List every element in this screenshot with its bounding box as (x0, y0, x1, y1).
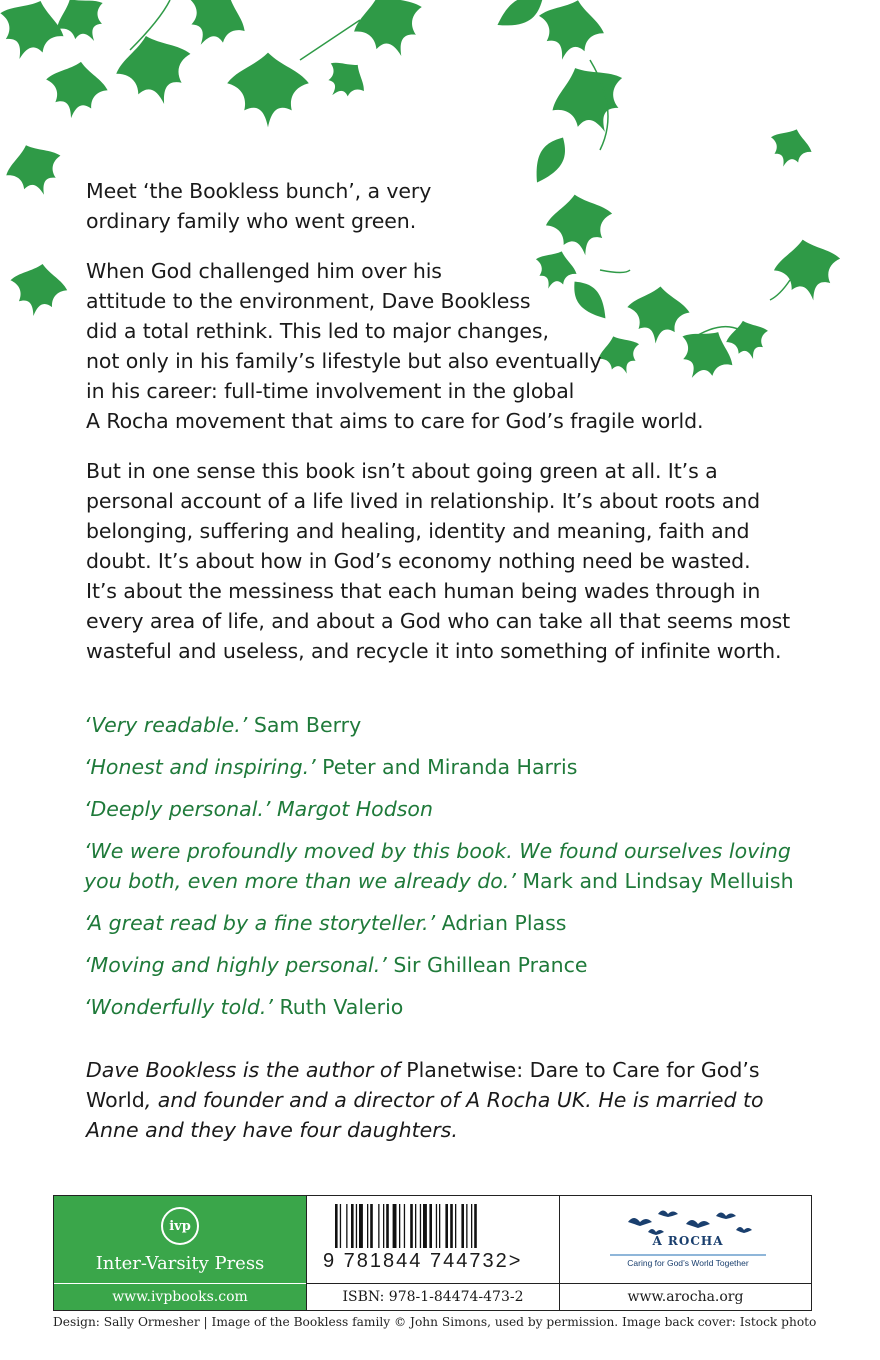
leaf-icon (345, 0, 435, 68)
endorsement-source: Ruth Valerio (279, 995, 404, 1019)
arocha-name: A ROCHA (652, 1234, 724, 1248)
endorsement-quote: you both, even more than we already do.’ (84, 869, 516, 893)
ivp-logo: ivp (161, 1207, 199, 1245)
leaf-icon (530, 0, 611, 68)
leaf-icon (316, 51, 375, 109)
leaf-icon (540, 52, 639, 148)
endorsement-quote: ‘Deeply personal.’ Margot Hodson (84, 797, 433, 821)
text-line: every area of life, and about a God who can take all that seems most (86, 609, 791, 633)
isbn-panel (306, 1196, 560, 1310)
endorsement-quote: ‘Moving and highly personal.’ (84, 953, 387, 977)
endorsement-source: Sir Ghillean Prance (393, 953, 588, 977)
author-bio-text: Dave Bookless is the author of (86, 1058, 400, 1082)
endorsement (84, 752, 804, 782)
author-bio (86, 1055, 786, 1145)
blurb-paragraph-1 (86, 176, 786, 236)
barcode-arrow: > (508, 1250, 523, 1272)
endorsement (84, 908, 804, 938)
book-title: World (86, 1088, 145, 1112)
leaf-icon (0, 135, 71, 204)
ivp-panel (54, 1196, 306, 1310)
leaf-icon (227, 53, 309, 128)
text-line: Meet ‘the Bookless bunch’, a very (86, 179, 432, 203)
author-bio-text: , and founder and a director of A Rocha UK. He is married to (144, 1088, 764, 1112)
blurb-paragraph-3 (86, 456, 791, 666)
endorsement-source: Sam Berry (253, 713, 362, 737)
leaf-icon (109, 26, 201, 114)
barcode-number: 9 781844 744732 (323, 1250, 509, 1272)
endorsement-quote: ‘Wonderfully told.’ (84, 995, 273, 1019)
endorsement (84, 794, 804, 824)
book-title: Planetwise: Dare to Care for God’s (406, 1058, 760, 1082)
text-line: attitude to the environment, Dave Bookless (86, 289, 531, 313)
leaf-icon (40, 56, 111, 123)
endorsement-source: Adrian Plass (441, 911, 567, 935)
arocha-url: www.arocha.org (560, 1283, 811, 1310)
text-line: A Rocha movement that aims to care for God’s fragile world. (86, 409, 704, 433)
endorsement-source: Mark and Lindsay Melluish (522, 869, 794, 893)
leaf-icon (0, 0, 72, 70)
endorsement-source: Peter and Miranda Harris (322, 755, 578, 779)
publisher-name: Inter-Varsity Press (95, 1253, 265, 1274)
endorsement-quote: ‘Very readable.’ (84, 713, 248, 737)
endorsements (84, 710, 804, 1034)
blurb (86, 176, 791, 686)
endorsement-quote: ‘A great read by a fine storyteller.’ (84, 911, 436, 935)
arocha-panel (560, 1196, 811, 1310)
text-line: But in one sense this book isn’t about going green at all. It’s a (86, 459, 718, 483)
leaf-icon (47, 0, 117, 54)
text-line: ordinary family who went green. (86, 209, 417, 233)
text-line: doubt. It’s about how in God’s economy nothing need be wasted. (86, 549, 751, 573)
text-line: personal account of a life lived in relationship. It’s about roots and (86, 489, 761, 513)
text-line: in his career: full-time involvement in the global (86, 379, 575, 403)
text-line: did a total rethink. This led to major changes, (86, 319, 549, 343)
text-line: It’s about the messiness that each human being wades through in (86, 579, 761, 603)
text-line: When God challenged him over his (86, 259, 442, 283)
author-bio-text: Anne and they have four daughters. (86, 1118, 458, 1142)
publisher-footer (53, 1195, 812, 1311)
blurb-paragraph-2 (86, 256, 786, 436)
endorsement (84, 836, 804, 896)
leaf-icon (5, 259, 71, 321)
endorsement (84, 992, 804, 1022)
endorsement (84, 950, 804, 980)
isbn: ISBN: 978-1-84474-473-2 (307, 1283, 559, 1310)
endorsement-quote: ‘We were profoundly moved by this book. We found ourselves loving (84, 839, 791, 863)
leaf-icon (492, 0, 549, 35)
credits: Design: Sally Ormesher | Image of the Bookless family © John Simons, used by permission. Image back cover: Istock photo (53, 1315, 817, 1329)
barcode-digits (323, 1250, 522, 1273)
text-line: belonging, suffering and healing, identity and meaning, faith and (86, 519, 750, 543)
endorsement-quote: ‘Honest and inspiring.’ (84, 755, 316, 779)
leaf-icon (763, 122, 817, 174)
arocha-tagline: Caring for God’s World Together (627, 1258, 749, 1268)
publisher-url: www.ivpbooks.com (54, 1283, 306, 1310)
text-line: not only in his family’s lifestyle but also eventually (86, 349, 602, 373)
endorsement (84, 710, 804, 740)
text-line: wasteful and useless, and recycle it into something of infinite worth. (86, 639, 782, 663)
